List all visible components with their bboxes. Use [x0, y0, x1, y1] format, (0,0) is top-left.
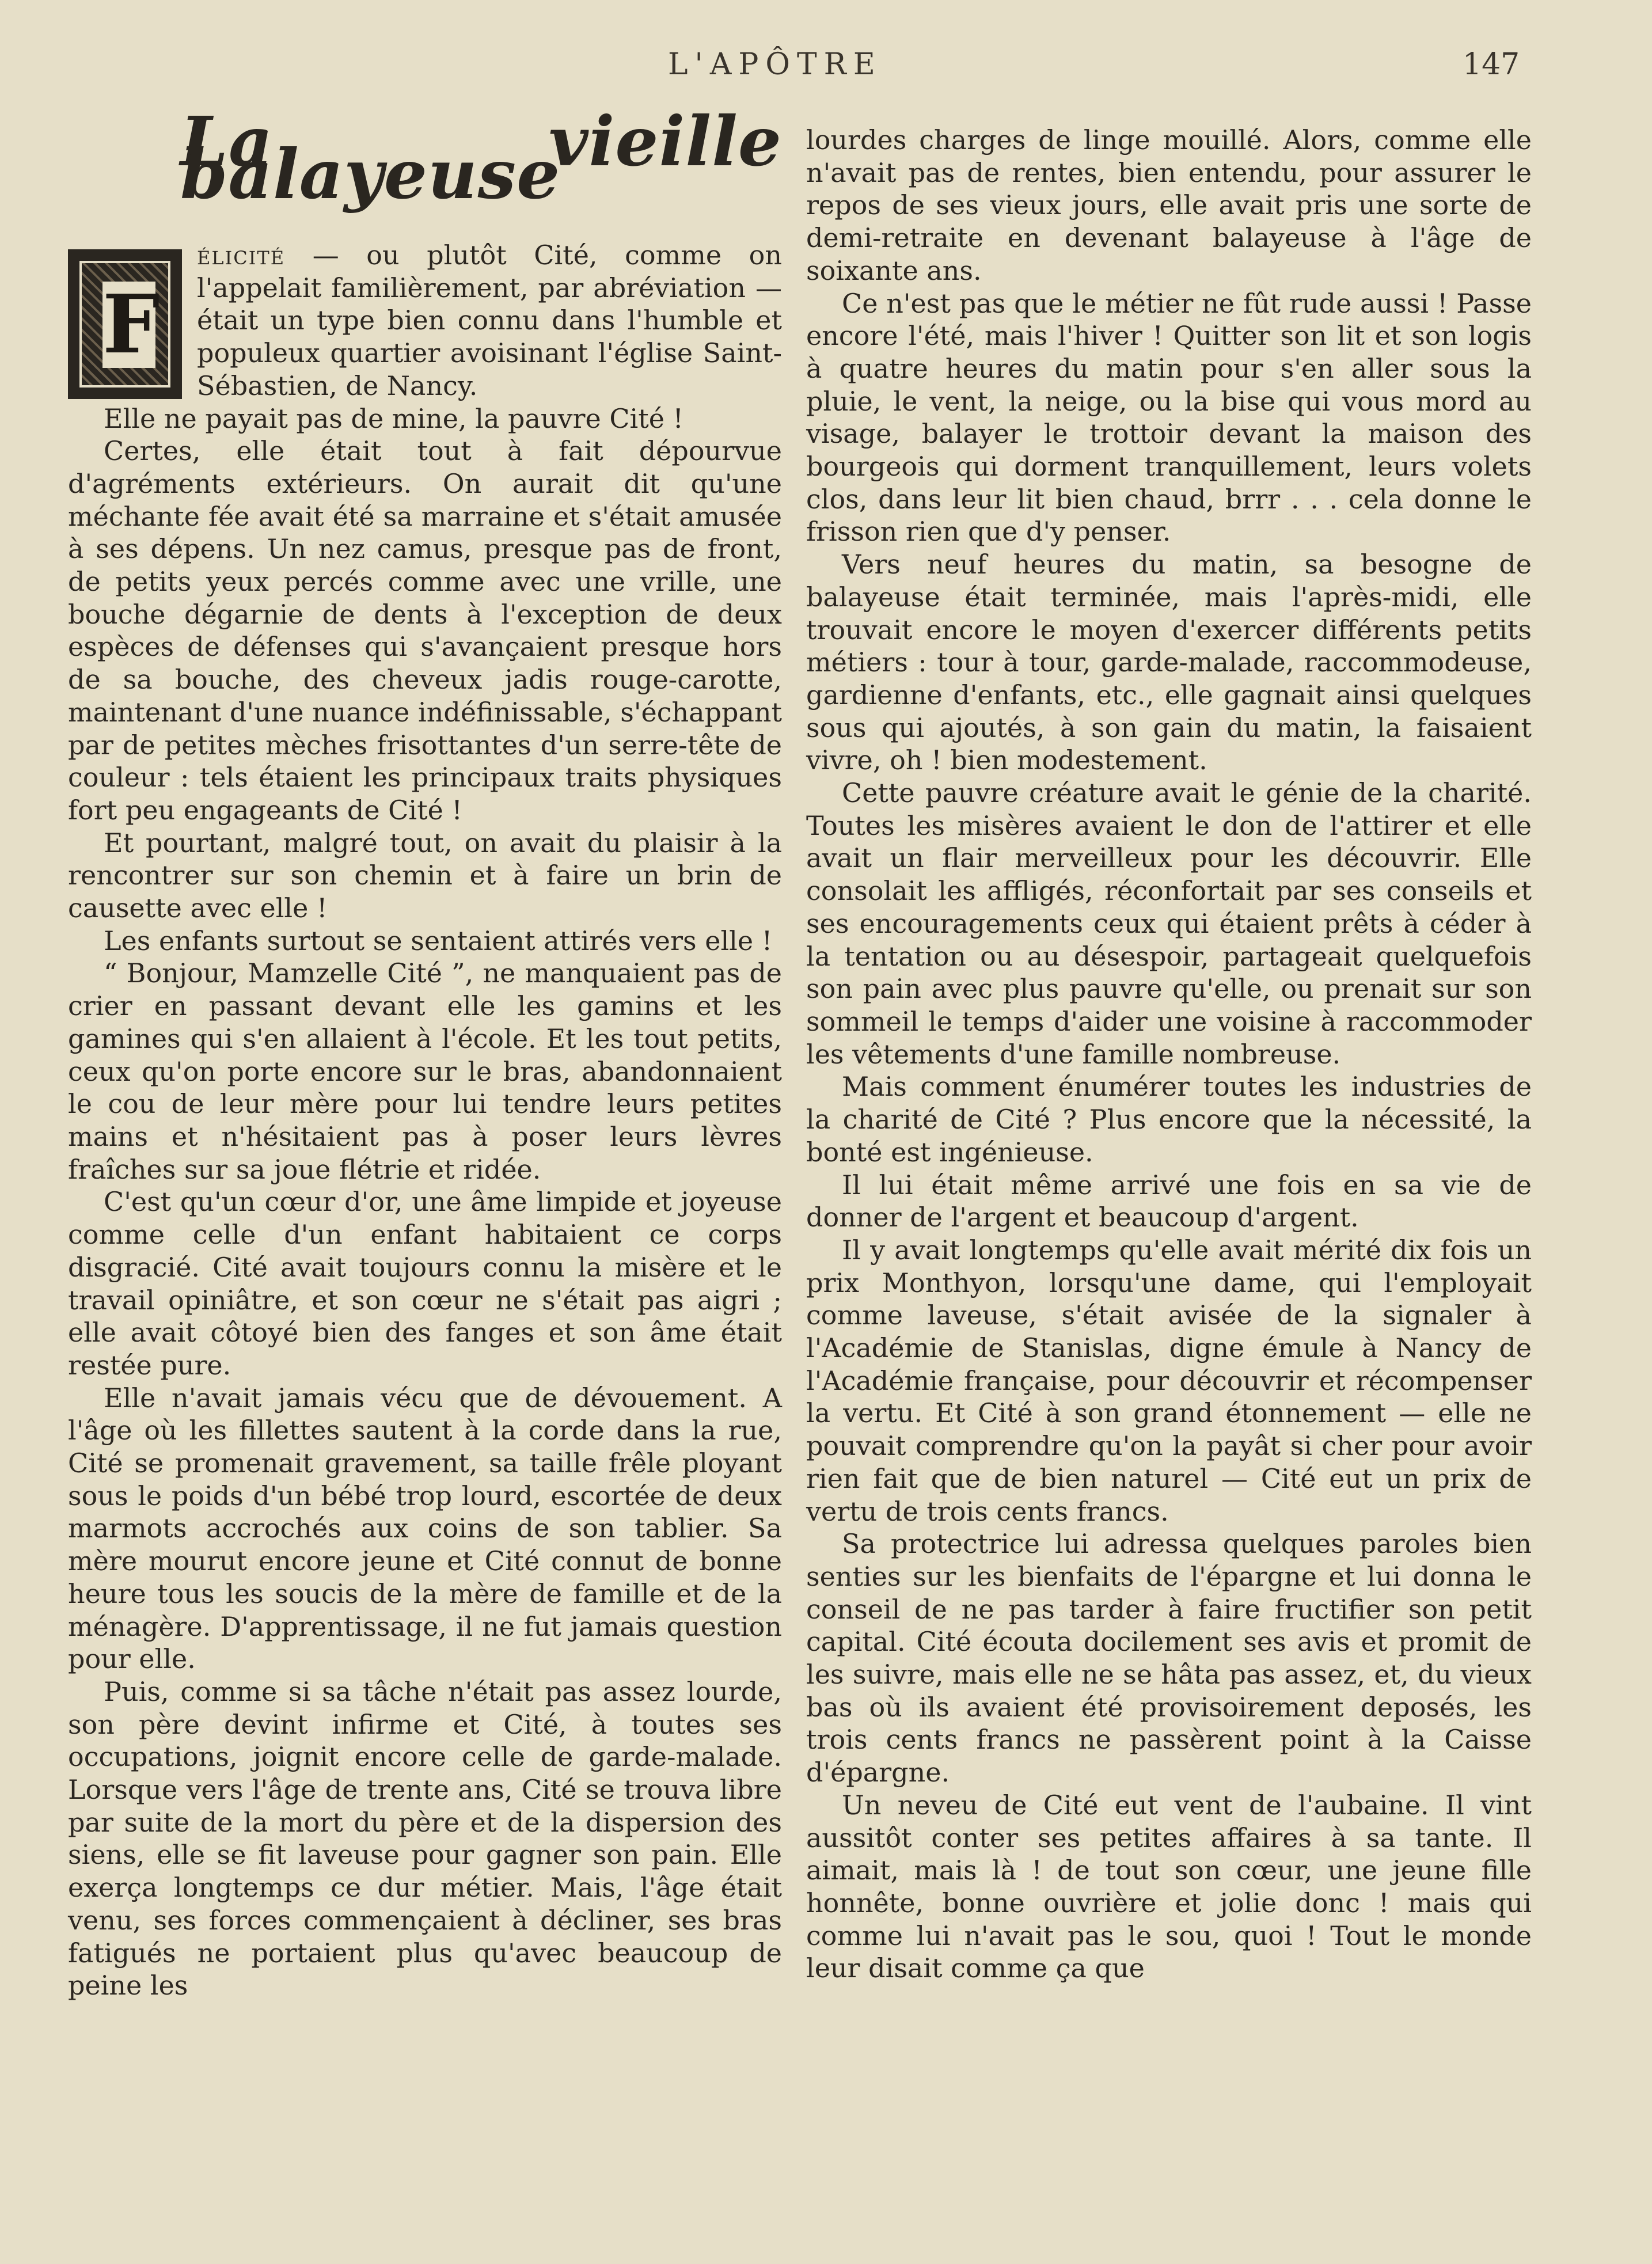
page-number: 147 — [1463, 47, 1520, 82]
dropcap-letter: F — [102, 278, 160, 372]
right-column — [806, 124, 1532, 1985]
ornamental-dropcap-icon — [68, 249, 182, 399]
paragraph: C'est qu'un cœur d'or, une âme limpide et joyeuse comme celle d'un enfant habitaient ce corps disgracié. Cité avait toujours connu la misère et le travail opiniâtre, et son cœur ne s'était pas aigri ; elle avait côtoyé bien des fanges et son âme était restée pure. — [68, 1186, 782, 1381]
paragraph: Ce n'est pas que le métier ne fût rude aussi ! Passe encore l'été, mais l'hiver ! Quitter son lit et son logis à quatre heures du matin pour s'en aller sous la pluie, le vent, la neige, ou la bise qui vous mord au visage, balayer le trottoir devant la maison des bourgeois qui dorment tranquillement, leurs volets clos, dans leur lit bien chaud, brrr . . . cela donne le frisson rien que d'y penser. — [806, 287, 1532, 548]
paragraph: Mais comment énumérer toutes les industries de la charité de Cité ? Plus encore que la nécessité, la bonté est ingénieuse. — [806, 1071, 1532, 1168]
paragraph: Elle ne payait pas de mine, la pauvre Cité ! — [104, 402, 684, 434]
paragraph-text: — ou plutôt Cité, comme on l'appelait familièrement, par abréviation — était un type bien connu dans l'humble et populeux quartier avoisinant l'église Saint-Sébastien, de Nancy. — [197, 240, 782, 401]
paragraph: Puis, comme si sa tâche n'était pas assez lourde, son père devint infirme et Cité, à toutes ses occupations, joignit encore celle de garde-malade. Lorsque vers l'âge de trente ans, Cité se trouva libre par suite de la mort du père et de la dispersion des siens, elle se fit laveuse pour gagner son pain. Elle exerça longtemps ce dur métier. Mais, l'âge était venu, ses forces commençaient à décliner, ses bras fatigués ne portaient plus qu'avec beaucoup de peine les — [68, 1676, 782, 2001]
paragraph: Les enfants surtout se sentaient attirés vers elle ! — [104, 925, 773, 956]
paragraph: Un neveu de Cité eut vent de l'aubaine. Il vint aussitôt conter ses petites affaires à sa tante. Il aimait, mais là ! de tout son cœur, une jeune fille honnête, bonne ouvrière et jolie donc ! mais qui comme lui n'avait pas le sou, quoi ! Tout le monde leur disait comme ça que — [806, 1789, 1532, 1984]
article-title: La vieille balayeuse — [180, 101, 782, 214]
left-column-body — [68, 239, 782, 2002]
first-word-rest: élicité — [197, 240, 286, 271]
paragraph: Elle n'avait jamais vécu que de dévouement. A l'âge où les fillettes sautent à la corde dans la rue, Cité se promenait gravement, sa taille frêle ployant sous le poids d'un bébé trop lourd, escortée de deux marmots accrochés aux coins de son tablier. Sa mère mourut encore jeune et Cité connut de bonne heure tous les soucis de la mère de famille et de la ménagère. D'apprentissage, il ne fut jamais question pour elle. — [68, 1382, 782, 1675]
paragraph: Vers neuf heures du matin, sa besogne de balayeuse était terminée, mais l'après-midi, elle trouvait encore le moyen d'exercer différents petits métiers : tour à tour, garde-malade, raccommodeuse, gardienne d'enfants, etc., elle gagnait ainsi quelques sous qui ajoutés, à son gain du matin, la faisaient vivre, oh ! bien modestement. — [806, 549, 1532, 776]
paragraph: Cette pauvre créature avait le génie de la charité. Toutes les misères avaient le don de l'attirer et elle avait un flair merveilleux pour les découvrir. Elle consolait les affligés, réconfortait par ses conseils et ses encouragements ceux qui étaient prêts à céder à la tentation ou au désespoir, partageait quelquefois son pain avec plus pauvre qu'elle, ou prenait sur son sommeil le temps d'aider une voisine à raccommoder les vêtements d'une famille nombreuse. — [806, 777, 1532, 1070]
paragraph: Il y avait longtemps qu'elle avait mérité dix fois un prix Monthyon, lorsqu'une dame, qui l'employait comme laveuse, s'était avisée de la signaler à l'Académie de Stanislas, digne émule à Nancy de l'Académie française, pour découvrir et récompenser la vertu. Et Cité à son grand étonnement — elle ne pouvait comprendre qu'on la payât si cher pour avoir rien fait que de bien naturel — Cité eut un prix de vertu de trois cents francs. — [806, 1234, 1532, 1527]
paragraph: Et pourtant, malgré tout, on avait du plaisir à la rencontrer sur son chemin et à faire un brin de causette avec elle ! — [68, 827, 782, 924]
paragraph — [68, 239, 782, 402]
paragraph: Certes, elle était tout à fait dépourvue d'agréments extérieurs. On aurait dit qu'une méchante fée avait été sa marraine et s'était amusée à ses dépens. Un nez camus, presque pas de front, de petits yeux percés comme avec une vrille, une bouche dégarnie de dents à l'exception de deux espèces de défenses qui s'avançaient presque hors de sa bouche, des cheveux jadis rouge-carotte, maintenant d'une nuance indéfinissable, s'échappant par de petites mèches frisottantes d'un serre-tête de couleur : tels étaient les principaux traits physiques fort peu engageants de Cité ! — [68, 435, 782, 826]
paragraph: lourdes charges de linge mouillé. Alors, comme elle n'avait pas de rentes, bien entendu, pour assurer le repos de ses vieux jours, elle avait pris une sorte de demi-retraite en devenant balayeuse à l'âge de soixante ans. — [806, 124, 1532, 286]
paragraph: Il lui était même arrivé une fois en sa vie de donner de l'argent et beaucoup d'argent. — [806, 1169, 1532, 1233]
paragraph: “ Bonjour, Mamzelle Cité ”, ne manquaient pas de crier en passant devant elle les gamins et les gamines qui s'en allaient à l'école. Et les tout petits, ceux qu'on porte encore sur le bras, abandonnaient le cou de leur mère pour lui tendre leurs petites mains et n'hésitaient pas à poser leurs lèvres fraîches sur sa joue flétrie et ridée. — [68, 958, 782, 1185]
paragraph: Sa protectrice lui adressa quelques paroles bien senties sur les bienfaits de l'épargne et lui donna le conseil de ne pas tarder à faire fructifier son petit capital. Cité écouta docilement ses avis et promit de les suivre, mais elle ne se hâta pas assez, et, du vieux bas où ils avaient été provisoirement deposés, les trois cents francs ne passèrent point à la Caisse d'épargne. — [806, 1528, 1532, 1788]
running-head: L'APÔTRE — [668, 47, 882, 82]
